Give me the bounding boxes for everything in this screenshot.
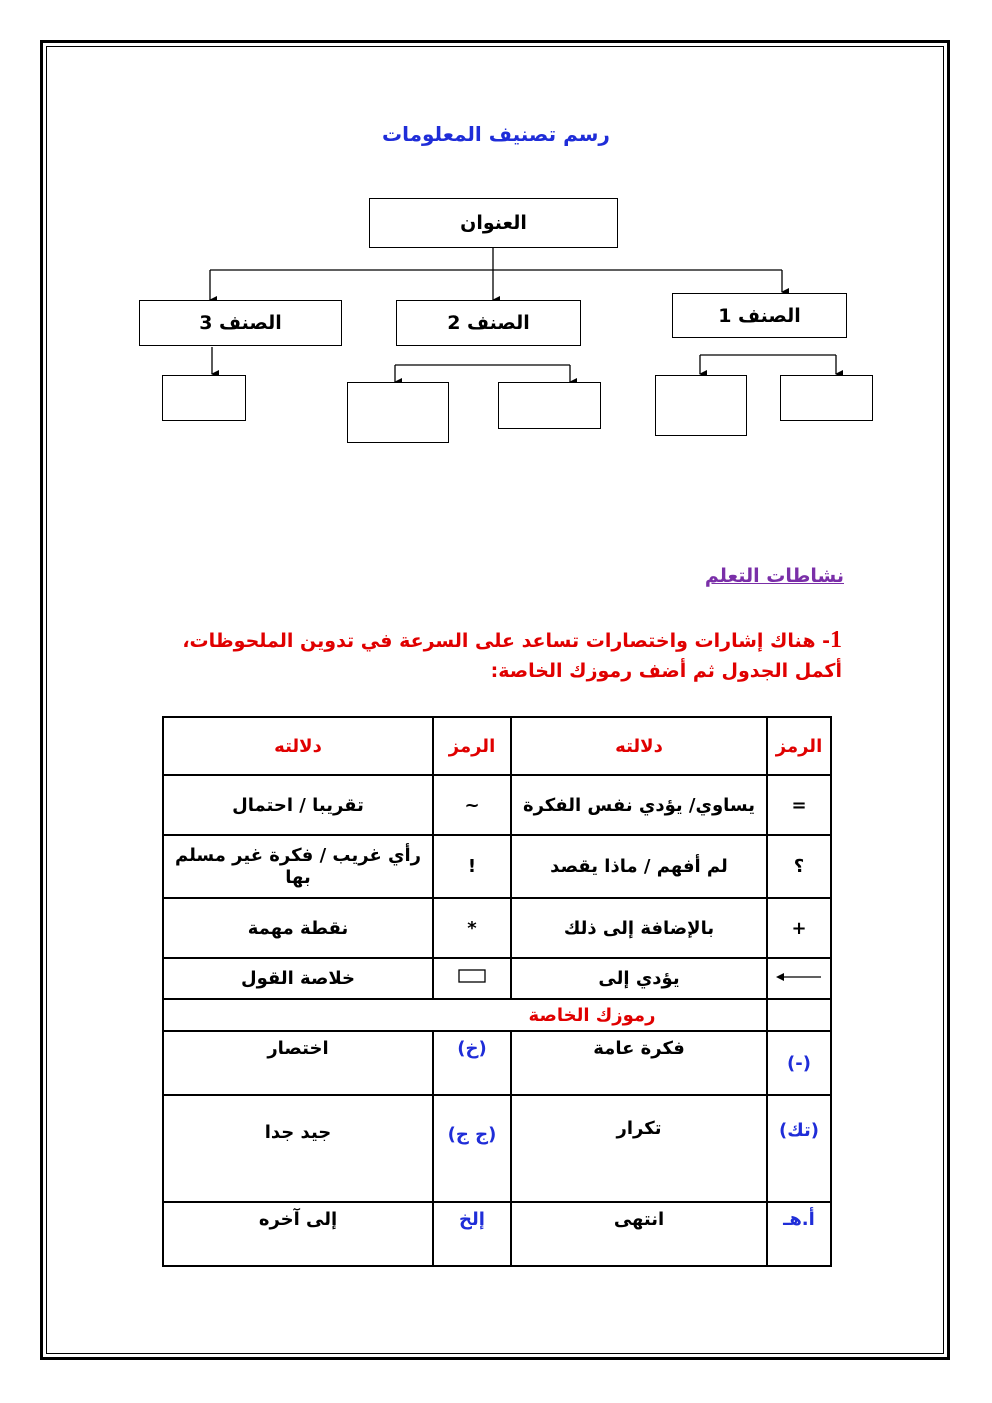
table-header-row (163, 717, 831, 775)
symbol-cell: ؟ (767, 835, 831, 898)
diagram-title: رسم تصنيف المعلومات (382, 122, 610, 146)
own-symbol-cell: أ.هـ (767, 1202, 831, 1266)
own-symbol-cell: (ج ج) (433, 1095, 511, 1202)
own-meaning-cell: تكرار (511, 1095, 767, 1202)
diagram-empty-box (498, 382, 601, 429)
symbols-table (162, 716, 832, 1267)
left-arrow-icon (775, 970, 823, 984)
diagram-category-1 (672, 293, 847, 338)
diagram-root-box (369, 198, 618, 248)
own-symbols-label: رموزك الخاصة (163, 999, 767, 1031)
symbol-cell: ~ (433, 775, 511, 835)
meaning-cell: يؤدي إلى (511, 958, 767, 999)
own-table-row (163, 1095, 831, 1202)
meaning-cell: يساوي/ يؤدي نفس الفكرة (511, 775, 767, 835)
header-meaning: دلالته (163, 717, 433, 775)
table-row (163, 898, 831, 958)
diagram-category-3 (139, 300, 342, 346)
category-3-label: الصنف 3 (199, 312, 282, 334)
meaning-cell: لم أفهم / ماذا يقصد (511, 835, 767, 898)
diagram-empty-box (162, 375, 246, 421)
header-meaning: دلالته (511, 717, 767, 775)
symbol-cell: + (767, 898, 831, 958)
own-symbols-header-row (163, 999, 831, 1031)
own-symbol-cell: (خ) (433, 1031, 511, 1095)
category-1-label: الصنف 1 (718, 304, 801, 327)
table-row (163, 835, 831, 898)
own-symbol-cell: (-) (767, 1031, 831, 1095)
meaning-cell: بالإضافة إلى ذلك (511, 898, 767, 958)
question-text: - هناك إشارات واختصارات تساعد على السرعة في تدوين الملحوظات، أكمل الجدول ثم أضف رموزك الخاصة: (182, 630, 842, 682)
own-symbol-cell: إلخ (433, 1202, 511, 1266)
question-number: 1 (830, 627, 842, 653)
meaning-cell: تقريبا / احتمال (163, 775, 433, 835)
own-table-row (163, 1031, 831, 1095)
category-2-label: الصنف 2 (447, 312, 530, 334)
own-meaning-cell: انتهى (511, 1202, 767, 1266)
symbol-cell (767, 958, 831, 999)
diagram-root-label: العنوان (460, 212, 527, 234)
own-symbol-cell: (تك) (767, 1095, 831, 1202)
own-meaning-cell: إلى آخره (163, 1202, 433, 1266)
symbol-cell: ! (433, 835, 511, 898)
rectangle-icon (457, 968, 487, 984)
table-row (163, 958, 831, 999)
own-meaning-cell: فكرة عامة (511, 1031, 767, 1095)
activities-heading: نشاطات التعلم (704, 565, 844, 587)
meaning-cell: نقطة مهمة (163, 898, 433, 958)
meaning-cell: رأي غريب / فكرة غير مسلم بها (163, 835, 433, 898)
symbol-cell (433, 958, 511, 999)
diagram-connectors (0, 0, 992, 560)
activity-question (150, 625, 842, 686)
diagram-empty-box (655, 375, 747, 436)
table-row (163, 775, 831, 835)
own-meaning-cell: اختصار (163, 1031, 433, 1095)
own-meaning-cell: جيد جدا (163, 1095, 433, 1202)
meaning-cell: خلاصة القول (163, 958, 433, 999)
symbol-cell: * (433, 898, 511, 958)
header-symbol: الرمز (767, 717, 831, 775)
own-table-row (163, 1202, 831, 1266)
symbol-cell: = (767, 775, 831, 835)
diagram-empty-box (347, 382, 449, 443)
diagram-empty-box (780, 375, 873, 421)
header-symbol: الرمز (433, 717, 511, 775)
diagram-category-2 (396, 300, 581, 346)
